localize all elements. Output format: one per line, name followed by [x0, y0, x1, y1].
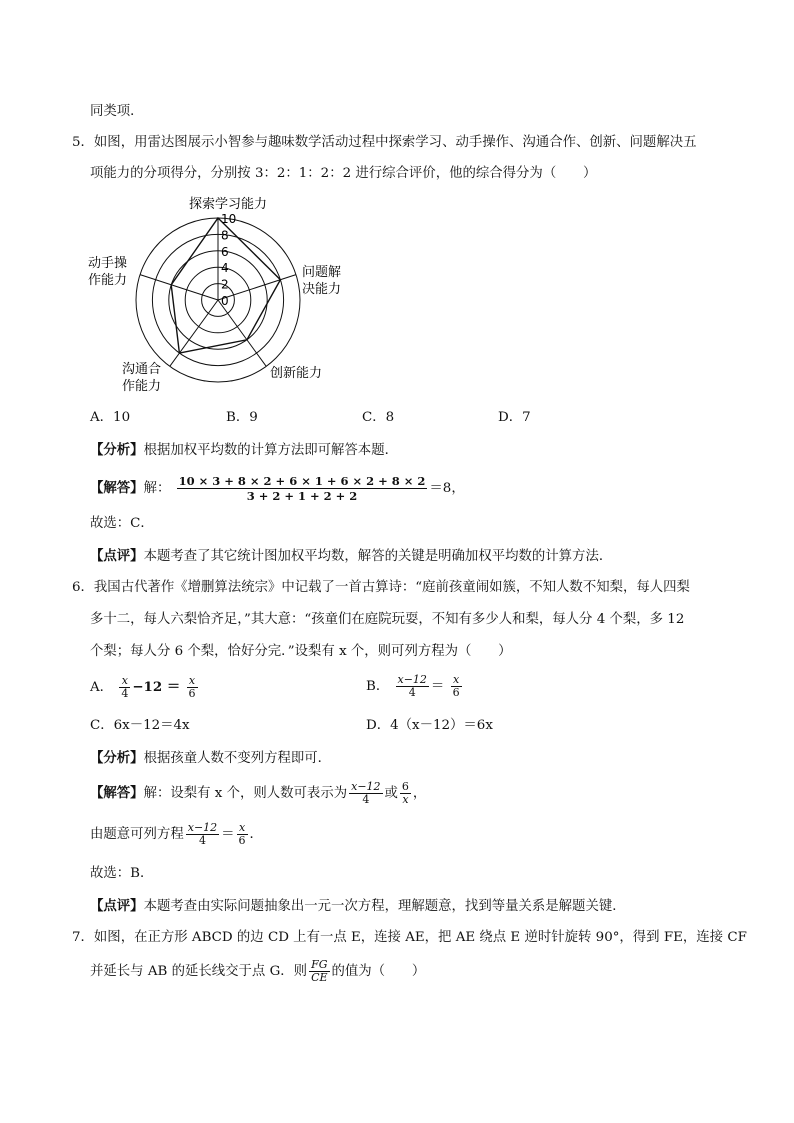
q7-stem-line1 [72, 928, 747, 948]
answer-prefix: 解： [143, 481, 171, 496]
q5-choice: 故选：C． [90, 516, 154, 531]
q5-stem-line2: 项能力的分项得分，分别按 3：2：1：2：2 进行综合评价，他的综合得分为（ ） [90, 166, 597, 181]
q6-option-a [90, 670, 200, 705]
answer-frac2 [400, 781, 411, 806]
label-problem-l1: 问题解 [302, 265, 342, 280]
q7-number: 7． [72, 930, 94, 945]
option-b-frac1 [396, 674, 429, 699]
option-b-mid: ＝ [430, 679, 445, 694]
q5-text-1: 如图，用雷达图展示小智参与趣味数学活动过程中探索学习、动手操作、沟通合作、创新、问题解决五 [93, 135, 697, 150]
den: 4 [408, 686, 416, 699]
num: x−12 [351, 780, 381, 793]
radar-tick-label: 4 [221, 261, 229, 276]
analysis-tag: 【分析】 [90, 750, 144, 766]
answer-result: ＝8， [429, 481, 465, 496]
comment-tag: 【点评】 [90, 548, 144, 564]
equation-frac2 [237, 822, 248, 847]
label-innovation: 创新能力 [270, 366, 323, 381]
q7-text-1: 如图，在正方形 ABCD 的边 CD 上有一点 E，连接 AE，把 AE 绕点 E 逆时针旋转 90°，得到 FE，连接 CF [93, 930, 747, 945]
radar-axis [218, 275, 296, 300]
q7-stem-line2 [90, 955, 425, 989]
q6-equation [90, 818, 263, 852]
den: 6 [452, 686, 460, 699]
q5-number: 5． [72, 135, 94, 150]
radar-chart [80, 190, 370, 400]
answer-text: 解：设梨有 x 个，则人数可表示为 [143, 786, 348, 801]
q5-option-c: C．8 [362, 410, 395, 425]
num: x−12 [187, 821, 218, 834]
num: x−12 [397, 673, 427, 686]
equation-mid: ＝ [221, 827, 235, 842]
label-communicate-l1: 沟通合 [122, 362, 162, 377]
option-b-frac2 [451, 674, 462, 699]
q5-comment [90, 546, 612, 567]
radar-axis [218, 300, 266, 366]
den: 6 [188, 687, 196, 700]
q6-answer [90, 776, 426, 811]
radar-tick-label: 0 [221, 294, 229, 308]
q6-stem-line2: 多十二，每人六梨恰齐足，”其大意：“孩童们在庭院玩耍，不知有多少人和梨，每人分 4 个梨，多 12 [90, 612, 685, 627]
answer-tag: 【解答】 [90, 785, 144, 801]
weighted-average-fraction [177, 474, 428, 503]
answer-tag: 【解答】 [90, 480, 144, 496]
radar-axis [140, 275, 218, 300]
label-explore: 探索学习能力 [188, 197, 268, 212]
den: 6 [238, 834, 246, 847]
fraction-denominator: 3 + 2 + 1 + 2 + 2 [246, 489, 358, 503]
option-a-frac1 [119, 675, 130, 700]
radar-tick-label: 8 [221, 228, 229, 243]
num: x [188, 674, 196, 687]
q6-option-b [366, 670, 464, 704]
radar-tick-label: 10 [221, 212, 237, 226]
radar-plot [136, 212, 300, 382]
den: 4 [362, 793, 370, 806]
q5-option-d: D．7 [498, 410, 531, 425]
label-problem-l2: 决能力 [302, 282, 342, 297]
q6-comment [90, 896, 626, 917]
q5-stem-line1 [72, 133, 697, 153]
option-a-frac2 [187, 675, 198, 700]
num: 6 [401, 780, 409, 793]
option-a-mid: −12 ＝ [132, 679, 181, 695]
label-handson-l2: 作能力 [88, 273, 128, 288]
analysis-tag: 【分析】 [90, 442, 144, 458]
q6-option-c: C．6x－12＝4x [90, 718, 190, 733]
q7-text-2: 并延长与 AB 的延长线交于点 G．则 [90, 964, 308, 979]
label-handson-l1: 动手操 [88, 256, 128, 271]
q5-option-b: B．9 [226, 410, 258, 425]
q6-stem-line1 [72, 578, 690, 598]
q6-stem-line3: 个梨；每人分 6 个梨，恰好分完．”设梨有 x 个，则可列方程为（ ） [90, 644, 512, 659]
den: CE [311, 971, 328, 984]
radar-tick-label: 6 [221, 244, 229, 259]
comment-text: 本题考查由实际问题抽象出一元一次方程，理解题意，找到等量关系是解题关键． [143, 899, 626, 914]
comment-tag: 【点评】 [90, 898, 144, 914]
num: x [452, 673, 460, 686]
fraction-numerator: 10 × 3 + 8 × 2 + 6 × 1 + 6 × 2 + 8 × 2 [178, 474, 426, 488]
equation-end: ． [249, 827, 263, 842]
analysis-text: 根据加权平均数的计算方法即可解答本题． [143, 443, 398, 458]
answer-end: ， [412, 786, 427, 801]
option-b-label: B． [366, 679, 390, 694]
q6-number: 6． [72, 580, 94, 595]
den: 4 [121, 687, 129, 700]
q5-answer [90, 470, 465, 507]
equation-text: 由题意可列方程 [90, 827, 184, 842]
q5-option-a: A．10 [90, 410, 131, 425]
den: x [402, 793, 409, 806]
q6-analysis [90, 748, 331, 769]
q5-analysis [90, 440, 398, 461]
den: 4 [198, 834, 206, 847]
option-a-label: A． [90, 680, 114, 695]
q6-option-d: D．4（x－12）＝6x [366, 718, 493, 733]
q6-text-1: 我国古代著作《增删算法统宗》中记载了一首古算诗：“庭前孩童闹如簇，不知人数不知梨，每人四梨 [93, 580, 690, 595]
comment-text: 本题考查了其它统计图加权平均数，解答的关键是明确加权平均数的计算方法． [143, 549, 613, 564]
prev-question-tail: 同类项． [90, 104, 144, 119]
analysis-text: 根据孩童人数不变列方程即可． [143, 751, 332, 766]
label-communicate-l2: 作能力 [122, 379, 162, 394]
q6-choice: 故选：B． [90, 866, 154, 881]
q7-fraction [309, 959, 329, 984]
num: x [121, 674, 128, 687]
equation-frac1 [186, 822, 219, 847]
answer-frac1 [349, 781, 382, 806]
num: FG [311, 958, 328, 971]
radar-tick-label: 2 [221, 277, 229, 292]
num: x [238, 821, 246, 834]
answer-or: 或 [384, 786, 398, 801]
q7-text-3: 的值为（ ） [331, 964, 426, 979]
